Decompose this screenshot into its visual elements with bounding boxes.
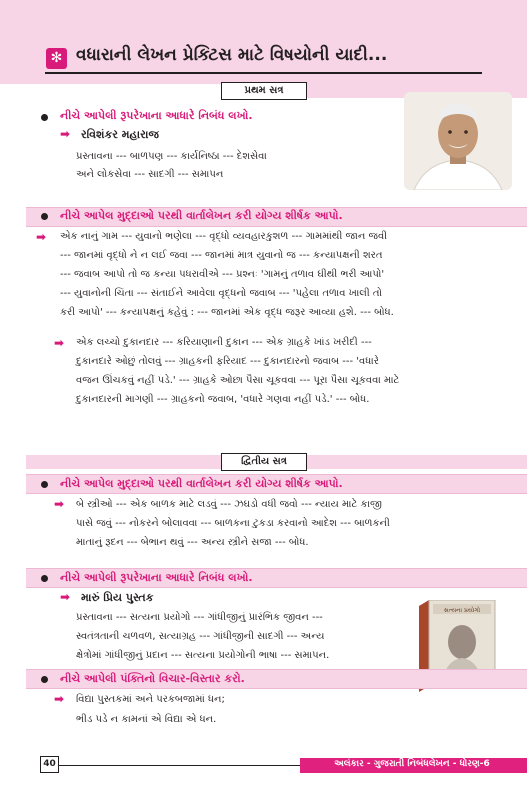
story-line: દુકાનદારે ઓછું તોલવું --- ગ્રાહકની ફરિયાદ --- દુકાનદારનો જવાબ --- 'વધારે bbox=[76, 356, 379, 367]
story-line: દુકાનદારની માગણી --- ગ્રાહકનો જવાબ, 'વધારે ગણવા નહીં પડે.' --- બોધ. bbox=[76, 394, 370, 405]
page-number: 40 bbox=[40, 756, 59, 773]
book-cover-title: સત્યના પ્રયોગો bbox=[443, 607, 481, 614]
footer-book-name: અલંકાર - ગુજરાતી નિબંધલેખન - ધોરણ-6 bbox=[334, 759, 490, 769]
q1-instruction: નીચે આપેલી રૂપરેખાના આધારે નિબંધ લખો. bbox=[60, 109, 253, 122]
bullet-icon bbox=[41, 676, 48, 683]
story-line: બે સ્ત્રીઓ --- એક બાળક માટે લડવું --- ઝઘડો વધી જવો --- ન્યાય માટે કાજી bbox=[76, 499, 382, 510]
s2-q2-instruction: નીચે આપેલી રૂપરેખાના આધારે નિબંધ લખો. bbox=[60, 571, 253, 584]
header-rule bbox=[45, 72, 482, 74]
arrow-right-icon: ➡ bbox=[54, 497, 65, 511]
story-line: માતાનું રૂદન --- બેભાન થવું --- અન્ય સ્ત્રીને સજા --- બોધ. bbox=[76, 537, 309, 548]
bullet-icon bbox=[41, 213, 48, 220]
story-line: એક નાનું ગામ --- યુવાનો ભણેલા --- વૃદ્ધો વ્યવહારકુશળ --- ગામમાંથી જાન જવી bbox=[60, 231, 388, 242]
q2-line: ક્ષેત્રોમાં ગાંધીજીનું પ્રદાન --- સત્યના પ્રયોગોની ભાષા --- સમાપન. bbox=[76, 650, 330, 661]
portrait-image bbox=[404, 92, 512, 190]
q2-line: પ્રસ્તાવના --- સત્યના પ્રયોગો --- ગાંધીજીનું પ્રારંભિક જીવન --- bbox=[76, 612, 323, 623]
arrow-right-icon: ➡ bbox=[60, 127, 71, 141]
arrow-right-icon: ➡ bbox=[54, 692, 65, 706]
s2-q1-instruction: નીચે આપેલ મુદ્દાઓ પરથી વાર્તાલેખન કરી યોગ્ય શીર્ષક આપો. bbox=[60, 477, 343, 490]
q1-topic: રવિશંકર મહારાજ bbox=[81, 128, 159, 141]
session-2-label: દ્વિતીય સત્ર bbox=[221, 453, 307, 471]
story-line: પાસે જવું --- નોકરને બોલાવવા --- બાળકના ટુકડા કરવાનો આદેશ --- બાળકની bbox=[76, 518, 390, 529]
session-1-label: પ્રથમ સત્ર bbox=[221, 82, 307, 100]
bullet-icon bbox=[41, 481, 48, 488]
s2-q2-topic: મારું પ્રિય પુસ્તક bbox=[81, 591, 154, 604]
arrow-right-icon: ➡ bbox=[54, 336, 65, 350]
story-line: --- જવાબ આપો તો જ કન્યા પધરાવીએ --- પ્રશ્નઃ 'ગામનું તળાવ ઘીથી ભરી આપો' bbox=[60, 269, 385, 280]
bullet-icon bbox=[41, 575, 48, 582]
q1-line: પ્રસ્તાવના --- બાળપણ --- કાર્યનિષ્ઠા --- દેશસેવા bbox=[76, 151, 267, 162]
footer-rule bbox=[42, 765, 300, 766]
story-line: --- યુવાનોની ચિંતા --- સંતાઈને આવેલા વૃદ્ધનો જવાબ --- 'પહેલા તળાવ ખાલી તો bbox=[60, 288, 383, 299]
story-line: કરી આપો' --- કન્યાપક્ષનું કહેવું : --- જાનમાં એક વૃદ્ધ જરૂર આવ્યા હશે. --- બોધ. bbox=[60, 307, 394, 318]
q2-instruction: નીચે આપેલ મુદ્દાઓ પરથી વાર્તાલેખન કરી યોગ્ય શીર્ષક આપો. bbox=[60, 209, 343, 222]
arrow-right-icon: ➡ bbox=[60, 590, 71, 604]
q2-line: સ્વતંત્રતાની ચળવળ, સત્યાગ્રહ --- ગાંધીજીની સાદગી --- અન્ય bbox=[76, 631, 325, 642]
flower-icon: ✻ bbox=[46, 48, 67, 69]
s2-q3-instruction: નીચે આપેલી પંક્તિનો વિચાર-વિસ્તાર કરો. bbox=[60, 672, 245, 685]
arrow-right-icon: ➡ bbox=[36, 230, 47, 244]
verse-line: વિદ્યા પુસ્તકમાં અને પરકબજામાં ધન; bbox=[76, 694, 225, 705]
story-line: --- જાનમાં વૃદ્ધો ને ન લઈ જવા --- જાનમાં માત્ર યુવાનો જ --- કન્યાપક્ષની શરત bbox=[60, 250, 383, 261]
page-title: વધારાની લેખન પ્રેક્ટિસ માટે વિષયોની યાદી... bbox=[76, 45, 388, 65]
bullet-icon bbox=[41, 114, 48, 121]
q1-line: અને લોકસેવા --- સાદગી --- સમાપન bbox=[76, 169, 224, 180]
verse-line: ભીડ પડે ન કામનાં એ વિદ્યા એ ધન. bbox=[76, 714, 217, 725]
story-line: એક લચ્ચો દુકાનદાર --- કરિયાણાની દુકાન --- એક ગ્રાહકે ખાંડ ખરીદી --- bbox=[76, 337, 372, 348]
story-line: વજન ઊંચકવું નહીં પડે.' --- ગ્રાહકે ઓછા પૈસા ચૂકવવા --- પૂરા પૈસા ચૂકવવા માટે bbox=[76, 375, 400, 386]
